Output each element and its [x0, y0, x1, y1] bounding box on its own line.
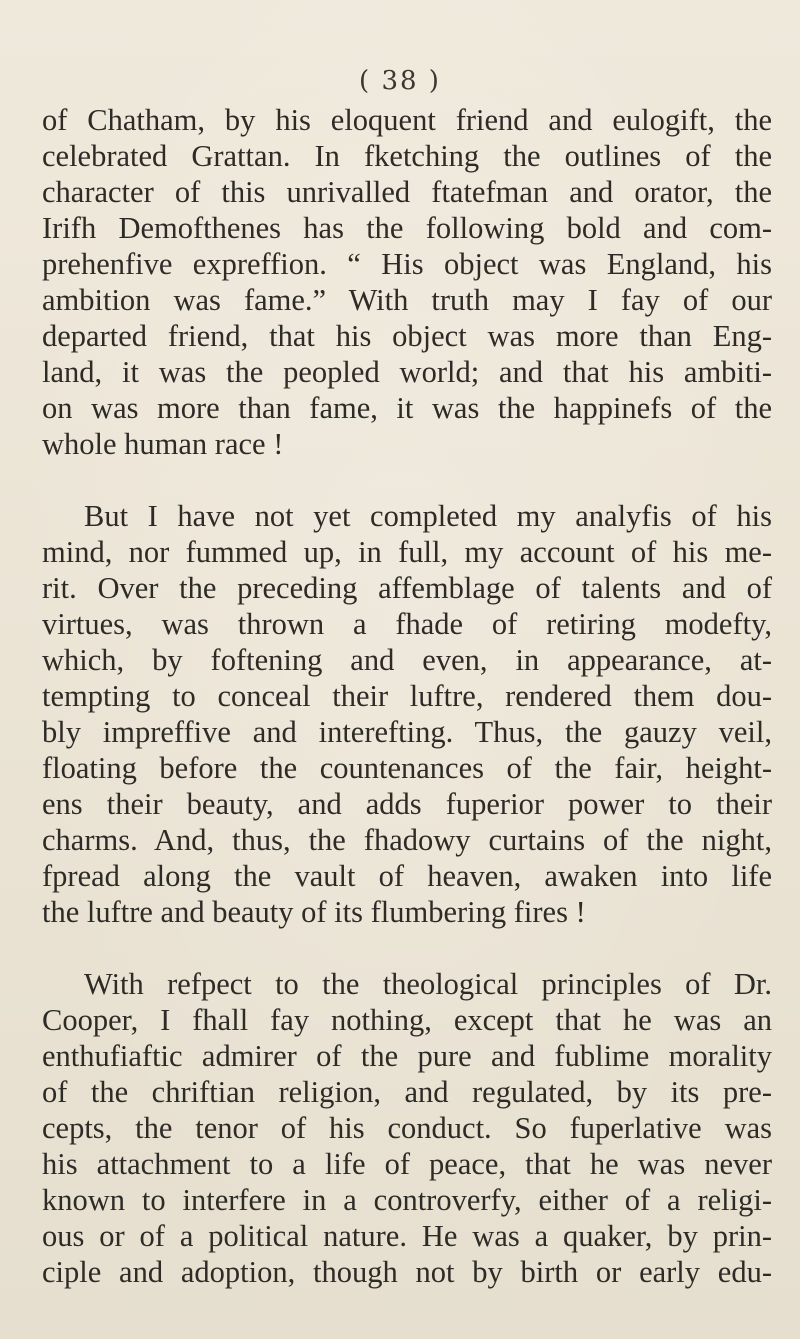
text-line: Irifh Demofthenes has the following bold and com- [42, 211, 772, 245]
paragraph-3 [42, 966, 772, 1290]
text-line: which, by foftening and even, in appearance, at- [42, 643, 772, 677]
text-line: mind, nor fummed up, in full, my account of his me- [42, 535, 772, 569]
page-number: ( 38 ) [359, 66, 441, 96]
text-line: floating before the countenances of the fair, height- [42, 751, 772, 785]
text-line: charms. And, thus, the fhadowy curtains of the night, [42, 823, 772, 857]
text-line: character of this unrivalled ftatefman and orator, the [42, 175, 772, 209]
text-line: But I have not yet completed my analyfis of his [84, 499, 772, 533]
paragraph-2 [42, 498, 772, 930]
body-text [42, 102, 772, 1290]
text-line: virtues, was thrown a fhade of retiring modefty, [42, 607, 772, 641]
paragraph-gap [42, 462, 772, 498]
text-line: on was more than fame, it was the happinefs of the [42, 391, 772, 425]
paragraph-gap [42, 930, 772, 966]
text-line: his attachment to a life of peace, that he was never [42, 1147, 772, 1181]
text-line: ens their beauty, and adds fuperior power to their [42, 787, 772, 821]
text-line: With refpect to the theological principles of Dr. [84, 967, 772, 1001]
text-line: land, it was the peopled world; and that his ambiti- [42, 355, 772, 389]
text-line: rit. Over the preceding affemblage of talents and of [42, 571, 772, 605]
text-line: departed friend, that his object was more than Eng- [42, 319, 772, 353]
text-line: of Chatham, by his eloquent friend and eulogift, the [42, 103, 772, 137]
text-line: enthufiaftic admirer of the pure and fublime morality [42, 1039, 772, 1073]
text-line: of the chriftian religion, and regulated, by its pre- [42, 1075, 772, 1109]
paragraph-1 [42, 102, 772, 462]
text-line: Cooper, I fhall fay nothing, except that he was an [42, 1003, 772, 1037]
text-line: the luftre and beauty of its flumbering fires ! [42, 895, 586, 929]
text-line: known to interfere in a controverfy, either of a religi- [42, 1183, 772, 1217]
text-line: fpread along the vault of heaven, awaken into life [42, 859, 772, 893]
text-line: cepts, the tenor of his conduct. So fuperlative was [42, 1111, 772, 1145]
text-line: ambition was fame.” With truth may I fay of our [42, 283, 772, 317]
text-line: whole human race ! [42, 427, 284, 461]
text-line: celebrated Grattan. In fketching the outlines of the [42, 139, 772, 173]
text-line: bly impreffive and interefting. Thus, the gauzy veil, [42, 715, 772, 749]
text-line: ous or of a political nature. He was a quaker, by prin- [42, 1219, 772, 1253]
text-line: tempting to conceal their luftre, rendered them dou- [42, 679, 772, 713]
text-line: prehenfive expreffion. “ His object was England, his [42, 247, 772, 281]
text-line: ciple and adoption, though not by birth or early edu- [42, 1255, 772, 1289]
